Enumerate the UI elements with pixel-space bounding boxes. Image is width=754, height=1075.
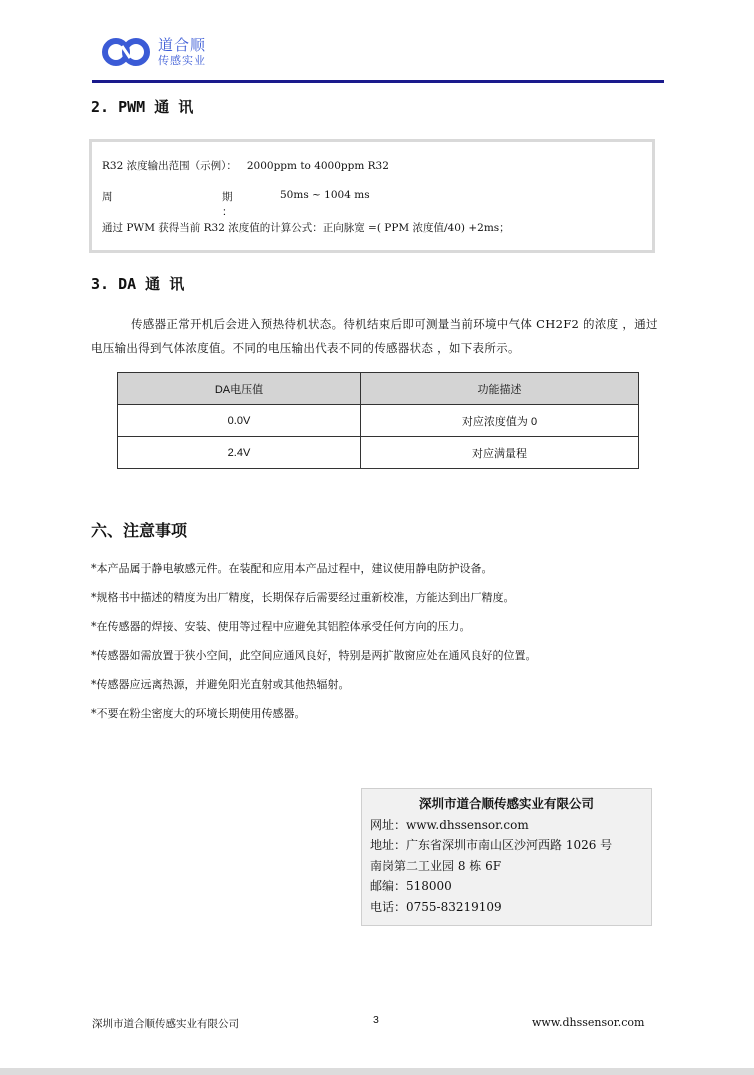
footer-company: 深圳市道合顺传感实业有限公司 — [92, 1018, 239, 1030]
section-6-title: 六、注意事项 — [91, 521, 188, 540]
pwm-range-value: 2000ppm to 4000ppm R32 — [246, 160, 389, 172]
table-cell-function: 对应浓度值为 0 — [361, 405, 639, 437]
table-header-function: 功能描述 — [361, 373, 639, 405]
logo-text-primary: 道合顺 — [158, 36, 207, 54]
note-item: *本产品属于静电敏感元件。在装配和应用本产品过程中，建议使用静电防护设备。 — [91, 562, 493, 575]
footer-page-number: 3 — [373, 1014, 379, 1026]
contact-company-name: 深圳市道合顺传感实业有限公司 — [418, 796, 594, 811]
section-3-title: 3. DA 通 讯 — [91, 275, 185, 293]
pwm-range-label: R32 浓度输出范围（示例）： — [102, 160, 237, 172]
logo-text-secondary: 传感实业 — [158, 54, 206, 67]
footer-website: www.dhssensor.com — [532, 1016, 645, 1029]
logo-rings-icon — [100, 36, 152, 68]
note-item: *规格书中描述的精度为出厂精度，长期保存后需要经过重新校准，方能达到出厂精度。 — [91, 591, 515, 604]
pwm-period-label-2: 期 ： — [222, 191, 233, 218]
note-item: *不要在粉尘密度大的环境长期使用传感器。 — [91, 707, 306, 720]
pwm-info-box — [89, 139, 655, 253]
company-logo — [100, 34, 220, 70]
pwm-period-line — [102, 189, 370, 218]
table-header-voltage: DA电压值 — [118, 373, 361, 405]
contact-info-box — [361, 788, 652, 926]
contact-address-line-1: 地址：广东省深圳市南山区沙河西路 1026 号 — [370, 838, 613, 852]
table-row — [118, 437, 639, 469]
table-cell-voltage: 2.4V — [118, 437, 361, 469]
header-divider — [92, 80, 664, 83]
pwm-period-value: 50ms ~ 1004 ms — [280, 189, 370, 201]
da-description: 传感器正常开机后会进入预热待机状态。待机结束后即可测量当前环境中气体 CH2F2 的浓度 ，通过电压输出得到气体浓度值。不同的电压输出代表不同的传感器状态 ，如下表所示。 — [91, 317, 658, 355]
table-row — [118, 405, 639, 437]
pwm-range-line — [102, 158, 389, 173]
notes-list — [91, 557, 681, 731]
table-cell-function: 对应满量程 — [361, 437, 639, 469]
contact-phone: 电话：0755-83219109 — [370, 899, 502, 914]
contact-postcode: 邮编：518000 — [370, 879, 452, 893]
section-2-title: 2. PWM 通 讯 — [91, 98, 194, 116]
note-item: *传感器应远离热源，并避免阳光直射或其他热辐射。 — [91, 678, 350, 691]
pwm-period-label-1: 周 — [102, 191, 113, 203]
table-cell-voltage: 0.0V — [118, 405, 361, 437]
pwm-formula-line: 通过 PWM 获得当前 R32 浓度值的计算公式：正向脉宽 =( PPM 浓度值/40) +2ms； — [102, 222, 510, 234]
page-bottom-edge — [0, 1068, 754, 1075]
da-voltage-table — [117, 372, 639, 469]
contact-website: 网址：www.dhssensor.com — [370, 817, 529, 832]
table-header-row — [118, 373, 639, 405]
contact-address-line-2: 南岗第二工业园 8 栋 6F — [370, 858, 502, 873]
note-item: *在传感器的焊接、安装、使用等过程中应避免其铝腔体承受任何方向的压力。 — [91, 620, 471, 633]
note-item: *传感器如需放置于狭小空间，此空间应通风良好，特别是两扩散窗应处在通风良好的位置。 — [91, 649, 537, 662]
